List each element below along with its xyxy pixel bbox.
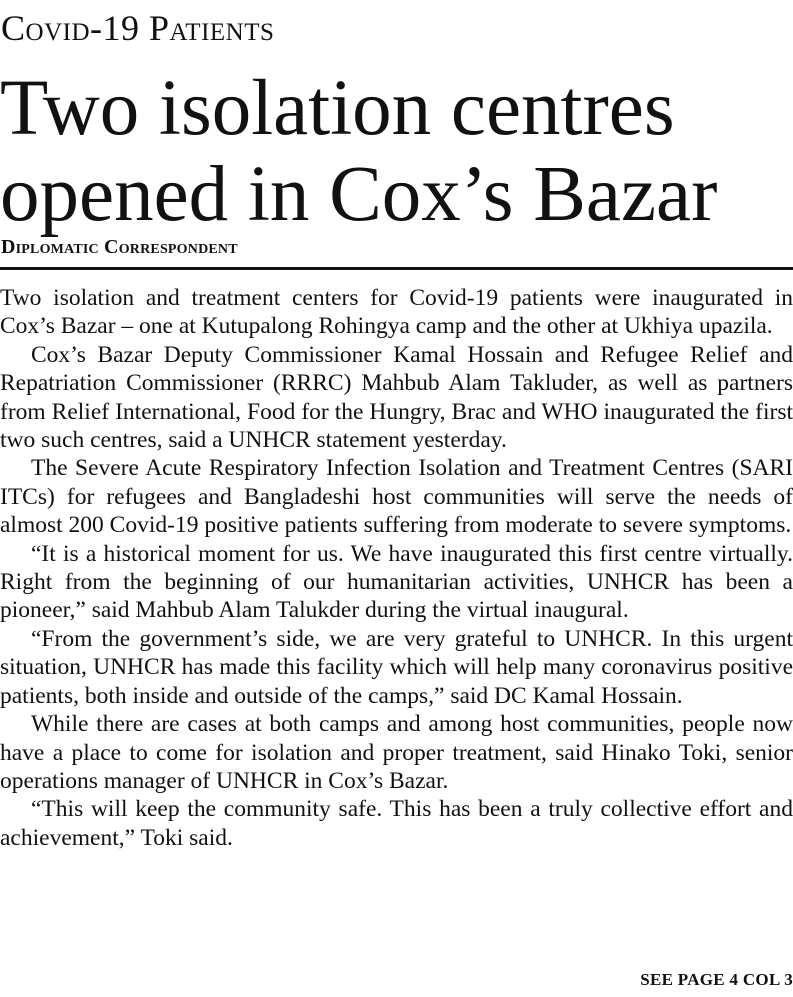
article-body (0, 284, 793, 852)
body-paragraph-6: While there are cases at both camps and among host communities, people now have a place to come for isolation and proper treatment, said Hinako Toki, senior operations manager of UNHCR in Cox’s Bazar. (0, 711, 793, 794)
body-paragraph-7: “This will keep the community safe. This has been a truly collective effort and achievement,” Toki said. (0, 796, 793, 851)
body-paragraph-3: The Severe Acute Respiratory Infection Isolation and Treatment Centres (SARI ITCs) for refugees and Bangladeshi host communities will serve the needs of almost 200 Covid-19 positive patients suffering from moderate to severe symptoms. (0, 455, 793, 539)
body-paragraph-4: “It is a historical moment for us. We have inaugurated this first centre virtually. Right from the beginning of our humanitarian activities, UNHCR has been a pioneer,” said Mahbub Alam Talukder during the virtual inaugural. (0, 540, 793, 624)
article-kicker: Covid-19 Patients (1, 8, 275, 48)
headline-line-1: Two isolation centres (0, 65, 675, 152)
body-paragraph-1: Two isolation and treatment centers for Covid-19 patients were inaugurated in Cox’s Bazar – one at Kutupalong Rohingya camp and the other at Ukhiya upazila. (0, 285, 793, 340)
byline-divider (0, 267, 793, 270)
article-headline (0, 66, 793, 238)
continuation-jump-line: SEE PAGE 4 COL 3 (640, 970, 793, 989)
article-byline: Diplomatic Correspondent (1, 236, 238, 258)
headline-line-2: opened in Cox’s Bazar (0, 151, 718, 238)
body-paragraph-5: “From the government’s side, we are very grateful to UNHCR. In this urgent situation, UNHCR has made this facility which will help many coronavirus positive patients, both inside and outside of the camps,” said DC Kamal Hossain. (0, 625, 793, 709)
body-paragraph-2: Cox’s Bazar Deputy Commissioner Kamal Hossain and Refugee Relief and Repatriation Commissioner (RRRC) Mahbub Alam Takluder, as well as partners from Relief International, Food for the Hungry, Brac and WHO inaugurated the first two such centres, said a UNHCR statement yesterday. (0, 341, 793, 454)
